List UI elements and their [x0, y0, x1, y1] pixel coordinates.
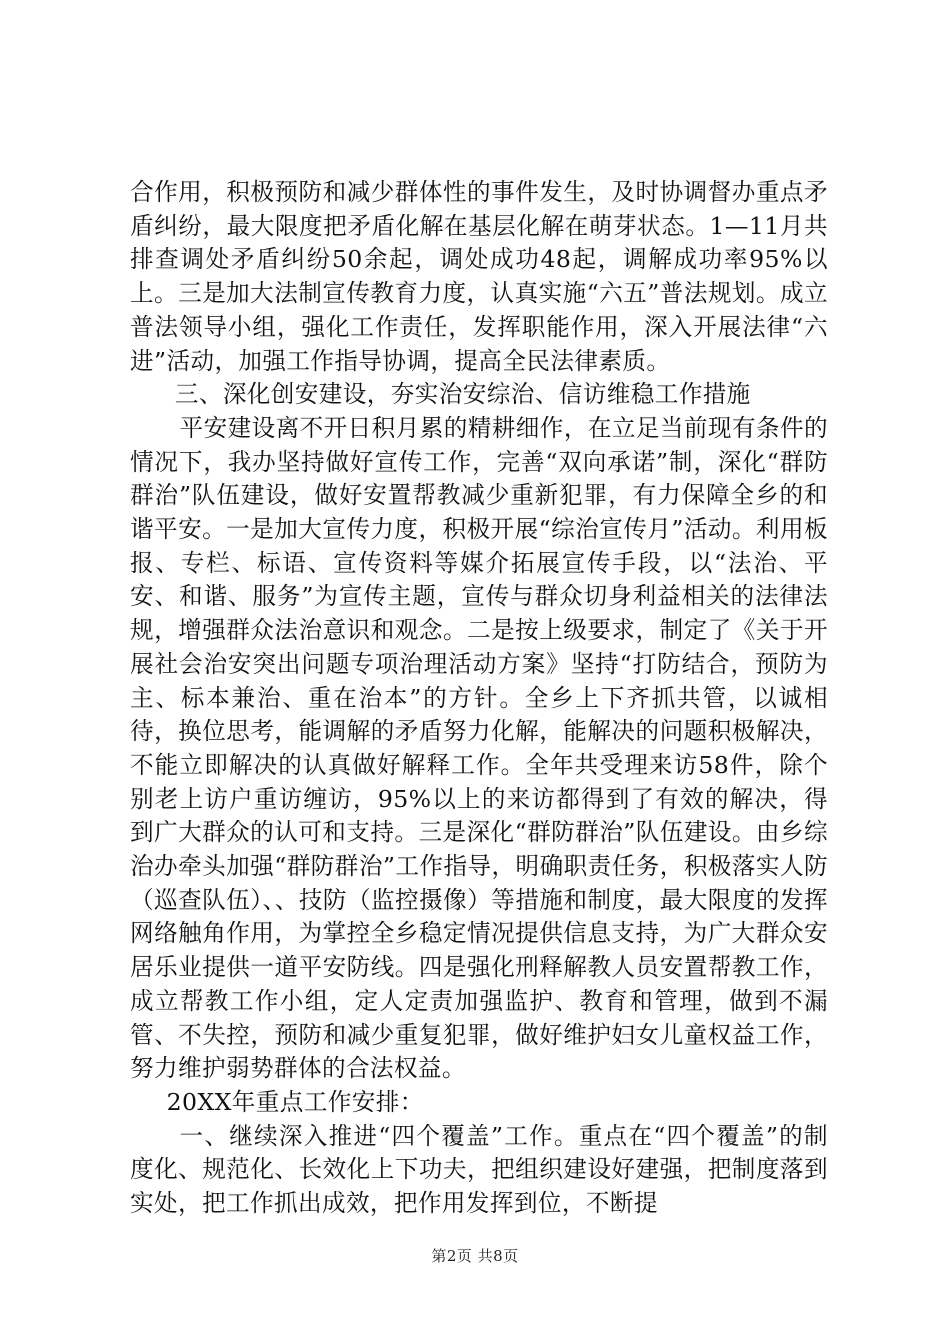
work-plan-heading: 20XX年重点工作安排： [166, 1087, 424, 1116]
paragraph-four-coverage: 一、继续深入推进“四个覆盖”工作。重点在“四个覆盖”的制度化、规范化、长效化上下功夫，把组织建设好建强，把制度落到实处，把工作抓出成效，把作用发挥到位，不断提 [130, 1121, 828, 1218]
paragraph-continuation: 合作用，积极预防和减少群体性的事件发生，及时协调督办重点矛盾纠纷，最大限度把矛盾化解在基层化解在萌芽状态。1—11月共排查调处矛盾纠纷50余起，调处成功48起，调解成功率95%以上。三是加大法制宣传教育力度，认真实施“六五”普法规划。成立普法领导小组，强化工作责任，发挥职能作用，深入开展法律“六进”活动，加强工作指导协调，提高全民法律素质。 [130, 178, 828, 375]
page-number-footer: 第2页 共8页 [431, 1247, 519, 1265]
section-heading-three: 三、深化创安建设，夯实治安综治、信访维稳工作措施 [174, 380, 751, 409]
paragraph-safety-construction: 平安建设离不开日积月累的精耕细作，在立足当前现有条件的情况下，我办坚持做好宣传工作，完善“双向承诺”制，深化“群防群治”队伍建设，做好安置帮教减少重新犯罪，有力保障全乡的和谐平安。一是加大宣传力度，积极开展“综治宣传月”活动。利用板报、专栏、标语、宣传资料等媒介拓展宣传手段，以“法治、平安、和谐、服务”为宣传主题，宣传与群众切身利益相关的法律法规，增强群众法治意识和观念。二是按上级要求，制定了《关于开展社会治安突出问题专项治理活动方案》坚持“打防结合，预防为主、标本兼治、重在治本”的方针。全乡上下齐抓共管，以诚相待，换位思考，能调解的矛盾努力化解，能解决的问题积极解决，不能立即解决的认真做好解释工作。全年共受理来访58件，除个别老上访户重访缠访，95%以上的来访都得到了有效的解决，得到广大群众的认可和支持。三是深化“群防群治”队伍建设。由乡综治办牵头加强“群防群治”工作指导，明确职责任务，积极落实人防（巡查队伍）、、技防（监控摄像）等措施和制度，最大限度的发挥网络触角作用，为掌控全乡稳定情况提供信息支持，为广大群众安居乐业提供一道平安防线。四是强化刑释解教人员安置帮教工作，成立帮教工作小组，定人定责加强监护、教育和管理，做到不漏管、不失控，预防和减少重复犯罪，做好维护妇女儿童权益工作，努力维护弱势群体的合法权益。 [130, 413, 828, 1083]
document-body [130, 176, 828, 1221]
